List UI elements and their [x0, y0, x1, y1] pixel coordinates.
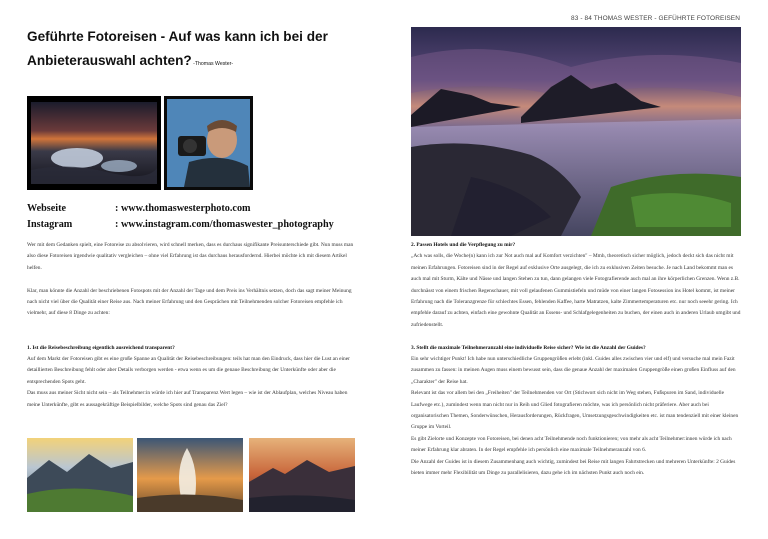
photo-mountain-sunset: [249, 438, 355, 512]
website-link[interactable]: : www.thomaswesterphoto.com: [115, 203, 251, 214]
photo-geyser: [137, 438, 243, 512]
paragraph-guides: Die Anzahl der Guides ist in diesem Zusammenhang auch wichtig, zumindest bei Reise mit langen Fahrtstrecken und mehreren Unterkünfte: 2 Guides bieten immer mehr Flexibilität um Dinge zu parallelisieren, dazu gehe ich im nächsten Punkt auch noch ein.: [411, 458, 736, 477]
section-heading-3: 3. Stellt die maximale Teilnehmeranzahl eine individuelle Reise sicher? Wie ist die Anzahl der Guides?: [411, 344, 646, 351]
paragraph-approach: Klar, man könnte die Anzahl der beschriebenen Fotospots mit der Anzahl der Tage und dem Preis ins Verhältnis setzen, doch das sagt meiner Meinung nach nicht viel über die Qualität einer Reise aus. Nach meiner Erfahrung und den Gesprächen mit Teilnehmenden solcher Fotoreisen empfehle ich vielmehr, auf diese 8 Dinge zu achten:: [27, 287, 352, 317]
article-title: [27, 25, 357, 76]
contact-block: [27, 201, 334, 233]
instagram-link[interactable]: : www.instagram.com/thomaswester_photography: [115, 219, 334, 230]
left-body-text: [27, 240, 357, 411]
instagram-label: Instagram: [27, 219, 73, 230]
photo-ice-beach: [27, 96, 161, 190]
article-title-text: Geführte Fotoreisen - Auf was kann ich bei der Anbieterauswahl achten?: [27, 29, 328, 68]
paragraph-transparency: Das muss aus meiner Sicht nicht sein – als Teilnehmer:in würde ich hier auf Transparenz Wert legen – wie ist der Ablaufplan, welches Niveau haben meine Unterkünfte, gibt es aussagekräftige Beispielbilder, welche Spots sind genau das Ziel?: [27, 390, 348, 408]
photo-mountain-valley: [27, 438, 133, 512]
paragraph-hotels: „Ach was solls, die Woche(n) kann ich zur Not auch mal auf Komfort verzichten" – Mmh, theoretisch sicher möglich, jedoch deckt sich das nicht mit meinen Erfahrungen. Fotoreisen sind in der Regel auf exklusive Orte ausgelegt, die ich zu exklusiven Zeiten besuche. Je nach Land bekommt man es auch mal mit Sturm, Kälte und Nässe und langen Stehen zu tun, dann gelangen viele Fotografierende auch mal an ihre körperlichen Grenzen. Wenn z.B. durchnässt von einem frischen Regenschauer, mit voll gelaufenen Gummistiefeln und müde von einer langen Fotosession ins Hotel kommt, ist meiner Erfahrung nach die Toleranzgrenze für schlechtes Essen, fehlenden Kaffee, harte Matratzen, kalte Zimmertemperaturen etc. nur noch seeehr gering. Ich empfehle darauf zu achten, einfach eine gewohnte Qualität an Essens- und Schlafgelegenheiten zu buchen, der einen auch in anderen Urlaub umgibt und zufriedenstellt.: [411, 253, 741, 328]
instagram-row: [27, 217, 334, 233]
paragraph-description-market: Auf dem Markt der Fotoreisen gibt es eine große Spanne an Qualität der Reisebeschreibungen: teils hat man den Eindruck, dass hier die Lust an einer detaillierten Beschreibung fehlt oder aber Details verborgen werden - etwa wenn es um die genaue Beschreibung der Unterkünfte oder aber die entsprechenden Spots geht.: [27, 356, 350, 385]
right-page: [384, 0, 768, 539]
photo-rocky-coast-dusk: [411, 27, 741, 236]
paragraph-intro: Wer mit dem Gedanken spielt, eine Fotoreise zu absolvieren, wird schnell merken, dass es durchaus signifikante Preisunterschiede gibt. Nun muss man also diese Fotoreisen irgendwie qualitativ vergleichen – ohne viel Erfahrung ist das durchaus herausfordernd. Hierbei möchte ich mit diesem Artikel helfen.: [27, 242, 354, 271]
running-head: 83 - 84 THOMAS WESTER - GEFÜHRTE FOTOREISEN: [571, 15, 740, 22]
right-body-text: [411, 240, 743, 480]
paragraph-max-participants: Es gibt Zielorte und Konzepte von Fotoreisen, bei denen acht Teilnehmende noch funktionieren; von mehr als acht Teilnehmer:innen würde ich nach meiner Erfahrung klar abraten. In der Regel empfehle ich persönlich eine maximale Teilnehmeranzahl von 6.: [411, 435, 732, 454]
section-heading-1: 1. Ist die Reisebeschreibung eigentlich ausreichend transparent?: [27, 344, 175, 351]
paragraph-freedom: Relevant ist das vor allem bei den „Freiheiten" der Teilnehmenden vor Ort (Stichwort sich nicht im Weg stehen, Fußspuren im Sand, individuelle Laufwege etc.), zumindest wenn man nicht nur in Reih und Glied fotografieren möchte, was ich persönlich nicht präferiere. Aber auch bei organisatorischen Themen, Sonderwünschen, Herausforderungen, Rückfragen, Umsetzungsgeschwindigkeiten etc. ist man tendenziell mit einer kleinen Gruppe im Vorteil.: [411, 390, 739, 431]
website-label: Webseite: [27, 203, 67, 214]
section-heading-2: 2. Passen Hotels und die Verpflegung zu mir?: [411, 242, 516, 248]
photo-photographer-portrait: [164, 96, 253, 190]
website-row: [27, 201, 334, 217]
paragraph-group-size: Ein sehr wichtiger Punkt! Ich habe nun unterschiedliche Gruppengrößen erlebt (inkl. Guides alles zwischen vier und elf) und versuche mal mein Fazit zusammen zu fassen: in meinen Augen muss einem bewusst sein, dass die genaue Anzahl der maximalen Gruppengröße einen großen Einfluss auf den „Charakter" der Reise hat.: [411, 356, 736, 385]
article-byline: -Thomas Wester-: [191, 61, 234, 67]
